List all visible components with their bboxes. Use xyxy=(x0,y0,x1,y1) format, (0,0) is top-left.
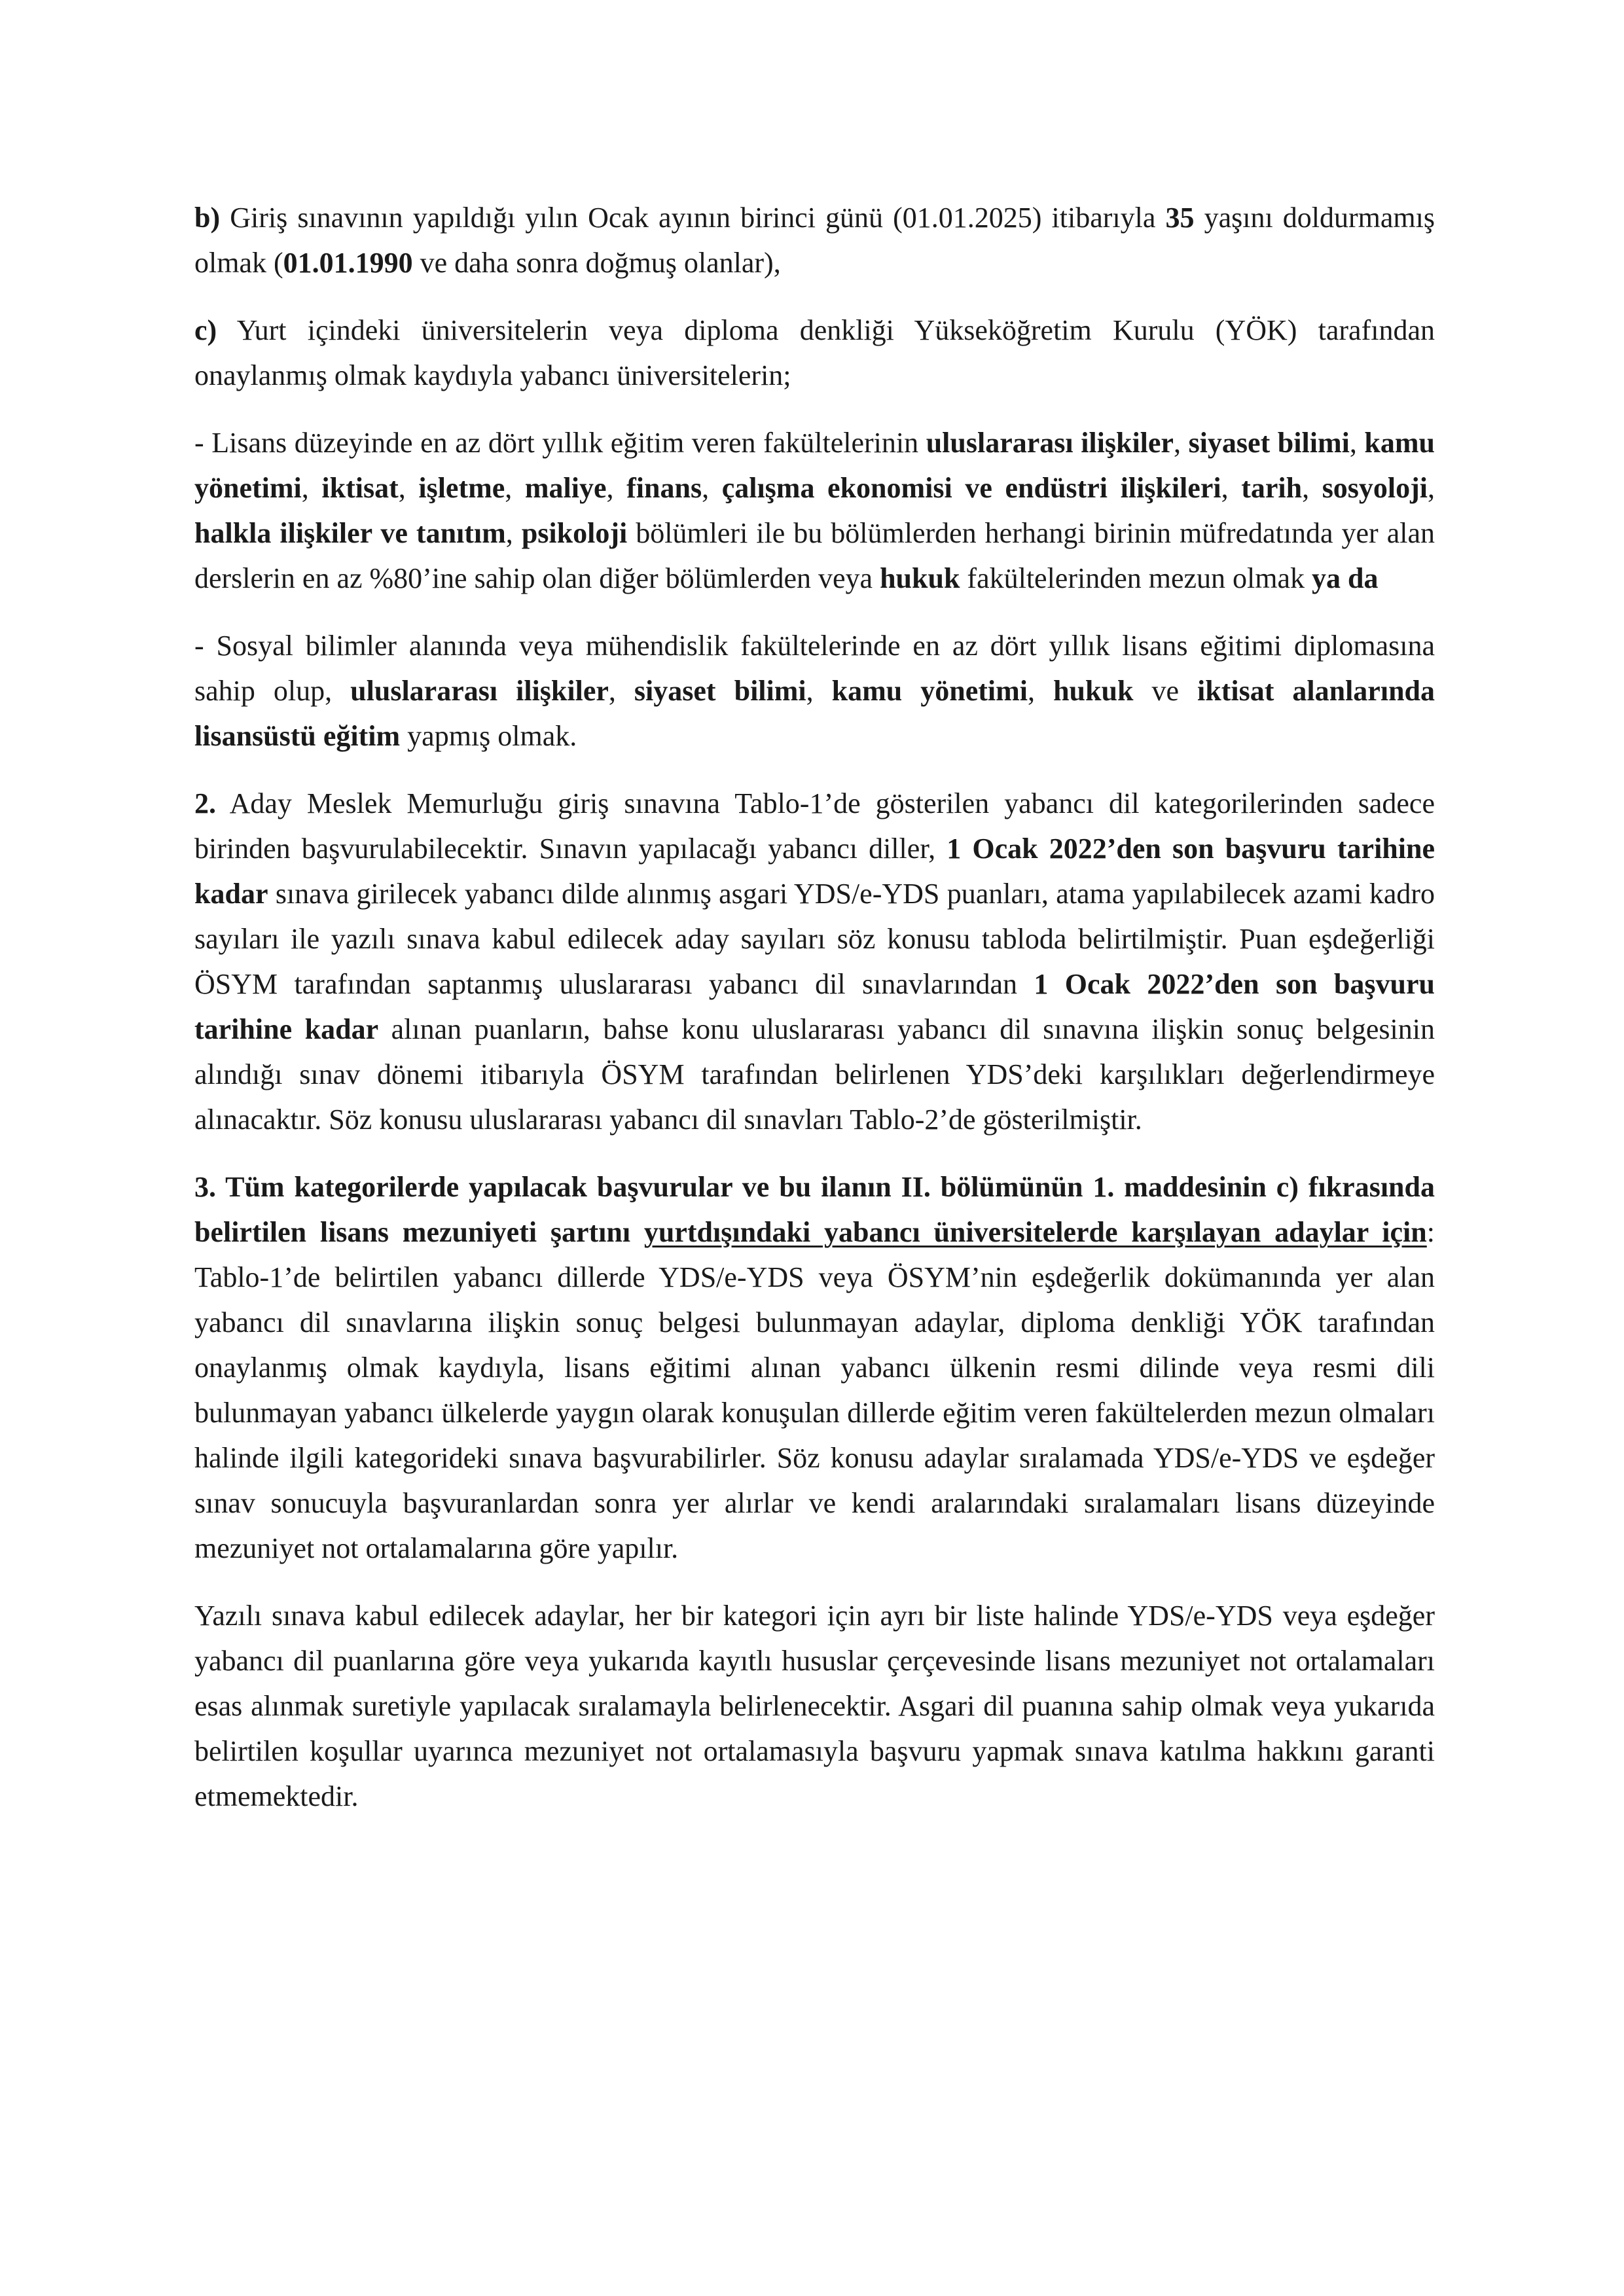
bold-text: kamu yönetimi xyxy=(194,427,1435,504)
bold-text: 01.01.1990 xyxy=(283,247,413,279)
body-text: yapmış olmak. xyxy=(400,720,577,752)
paragraph-written-exam xyxy=(194,1593,1435,1819)
body-text: ve daha sonra doğmuş olanlar), xyxy=(412,247,781,279)
bold-text: finans xyxy=(626,472,702,504)
body-text: , xyxy=(1221,472,1242,504)
bold-text: 1 Ocak 2022’den son başvuru tarihine kadar xyxy=(194,833,1435,910)
body-text: , xyxy=(1428,472,1435,504)
bold-text: işletme xyxy=(418,472,505,504)
body-text: , xyxy=(1173,427,1189,459)
paragraph-article-2 xyxy=(194,781,1435,1142)
bold-text: 35 xyxy=(1165,202,1195,234)
bold-text: 2. xyxy=(194,787,216,819)
bold-text: çalışma ekonomisi ve endüstri ilişkileri xyxy=(721,472,1221,504)
body-text: , xyxy=(806,675,832,707)
bold-text: maliye xyxy=(524,472,607,504)
bold-text: iktisat alanlarında lisansüstü eğitim xyxy=(194,675,1435,752)
body-text: , xyxy=(301,472,322,504)
underlined-bold-text: yurtdışındaki yabancı üniversitelerde karşılayan adaylar için xyxy=(643,1216,1427,1248)
body-text: : Tablo-1’de belirtilen yabancı dillerde YDS/e-YDS veya ÖSYM’nin eşdeğerlik dokümanında yer alan yabancı dil sınavlarına ilişkin sonuç belgesi bulunmayan adaylar, diploma denkliği YÖK tarafından onaylanmış olmak kaydıyla, lisans eğitimi alınan yabancı ülkenin resmi dilinde veya resmi dili bulunmayan yabancı ülkelerde yaygın olarak konuşulan dillerde eğitim veren fakültelerden mezun olmaları halinde ilgili kategorideki sınava başvurabilirler. Söz konusu adaylar sıralamada YDS/e-YDS ve eşdeğer sınav sonucuyla başvuranlardan sonra yer alırlar ve kendi aralarındaki sıralamaları lisans düzeyinde mezuniyet not ortalamalarına göre yapılır. xyxy=(194,1216,1435,1564)
paragraph-lisans-requirement xyxy=(194,420,1435,601)
body-text: , xyxy=(398,472,419,504)
bold-text: psikoloji xyxy=(521,517,628,549)
bold-text: tarih xyxy=(1241,472,1303,504)
body-text: bölümleri ile bu bölümlerden herhangi birinin müfredatında yer alan derslerin en az %80’ine sahip olan diğer bölümlerden veya xyxy=(194,517,1435,594)
bold-text: c) xyxy=(194,314,217,346)
body-text: Aday Meslek Memurluğu giriş sınavına Tablo-1’de gösterilen yabancı dil kategorilerinden sadece birinden başvurulabilecektir. Sınavın yapılacağı yabancı diller, xyxy=(194,787,1435,865)
body-text: Yurt içindeki üniversitelerin veya diploma denkliği Yükseköğretim Kurulu (YÖK) tarafından onaylanmış olmak kaydıyla yabancı üniversitelerin; xyxy=(194,314,1435,391)
body-text: fakültelerinden mezun olmak xyxy=(960,562,1312,594)
document-page xyxy=(194,195,1435,1841)
bold-text: 1 Ocak 2022’den son başvuru tarihine kadar xyxy=(194,968,1435,1045)
body-text: alınan puanların, bahse konu uluslararası yabancı dil sınavına ilişkin sonuç belgesinin alındığı sınav dönemi itibarıyla ÖSYM tarafından belirlenen YDS’deki karşılıkları değerlendirmeye alınacaktır. Söz konusu uluslararası yabancı dil sınavları Tablo-2’de gösterilmiştir. xyxy=(194,1013,1435,1136)
bold-text: iktisat xyxy=(321,472,399,504)
body-text: , xyxy=(505,472,525,504)
paragraph-sosyal-bilimler xyxy=(194,623,1435,759)
bold-text: uluslararası ilişkiler xyxy=(926,427,1174,459)
body-text: - Lisans düzeyinde en az dört yıllık eğitim veren fakültelerinin xyxy=(194,427,926,459)
bold-text: hukuk xyxy=(880,562,960,594)
bold-text: ya da xyxy=(1312,562,1379,594)
body-text: - Sosyal bilimler alanında veya mühendislik fakültelerinde en az dört yıllık lisans eğitimi diplomasına sahip olup, xyxy=(194,630,1435,707)
bold-text: uluslararası ilişkiler xyxy=(350,675,609,707)
body-text: , xyxy=(606,472,627,504)
paragraph-article-3 xyxy=(194,1164,1435,1571)
bold-text: hukuk xyxy=(1053,675,1134,707)
body-text: Yazılı sınava kabul edilecek adaylar, her bir kategori için ayrı bir liste halinde YDS/e-YDS veya eşdeğer yabancı dil puanlarına göre veya yukarıda kayıtlı hususlar çerçevesinde lisans mezuniyet not ortalamaları esas alınmak suretiyle yapılacak sıralamayla belirlenecektir. Asgari dil puanına sahip olmak veya yukarıda belirtilen koşullar uyarınca mezuniyet not ortalamasıyla başvuru yapmak sınava katılma hakkını garanti etmemektedir. xyxy=(194,1600,1435,1812)
body-text: , xyxy=(702,472,722,504)
body-text: , xyxy=(1028,675,1054,707)
body-text: , xyxy=(608,675,634,707)
paragraph-item-b xyxy=(194,195,1435,285)
bold-text: b) xyxy=(194,202,221,234)
bold-text: 3. Tüm kategorilerde yapılacak başvurular ve bu ilanın II. bölümünün 1. maddesinin c) fıkrasında belirtilen lisans mezuniyeti şartını xyxy=(194,1171,1435,1248)
bold-text: kamu yönetimi xyxy=(831,675,1028,707)
body-text: yaşını doldurmamış olmak ( xyxy=(194,202,1435,279)
body-text: sınava girilecek yabancı dilde alınmış asgari YDS/e-YDS puanları, atama yapılabilecek azami kadro sayıları ile yazılı sınava kabul edilecek aday sayıları söz konusu tabloda belirtilmiştir. Puan eşdeğerliği ÖSYM tarafından saptanmış uluslararası yabancı dil sınavlarından xyxy=(194,878,1435,1000)
bold-text: sosyoloji xyxy=(1322,472,1428,504)
body-text: ve xyxy=(1133,675,1198,707)
body-text: , xyxy=(505,517,522,549)
body-text: , xyxy=(1302,472,1322,504)
body-text: Giriş sınavının yapıldığı yılın Ocak ayının birinci günü (01.01.2025) itibarıyla xyxy=(220,202,1166,234)
paragraph-item-c xyxy=(194,308,1435,398)
bold-text: siyaset bilimi xyxy=(1188,427,1350,459)
body-text: , xyxy=(1349,427,1365,459)
bold-text: siyaset bilimi xyxy=(634,675,806,707)
bold-text: halkla ilişkiler ve tanıtım xyxy=(194,517,506,549)
